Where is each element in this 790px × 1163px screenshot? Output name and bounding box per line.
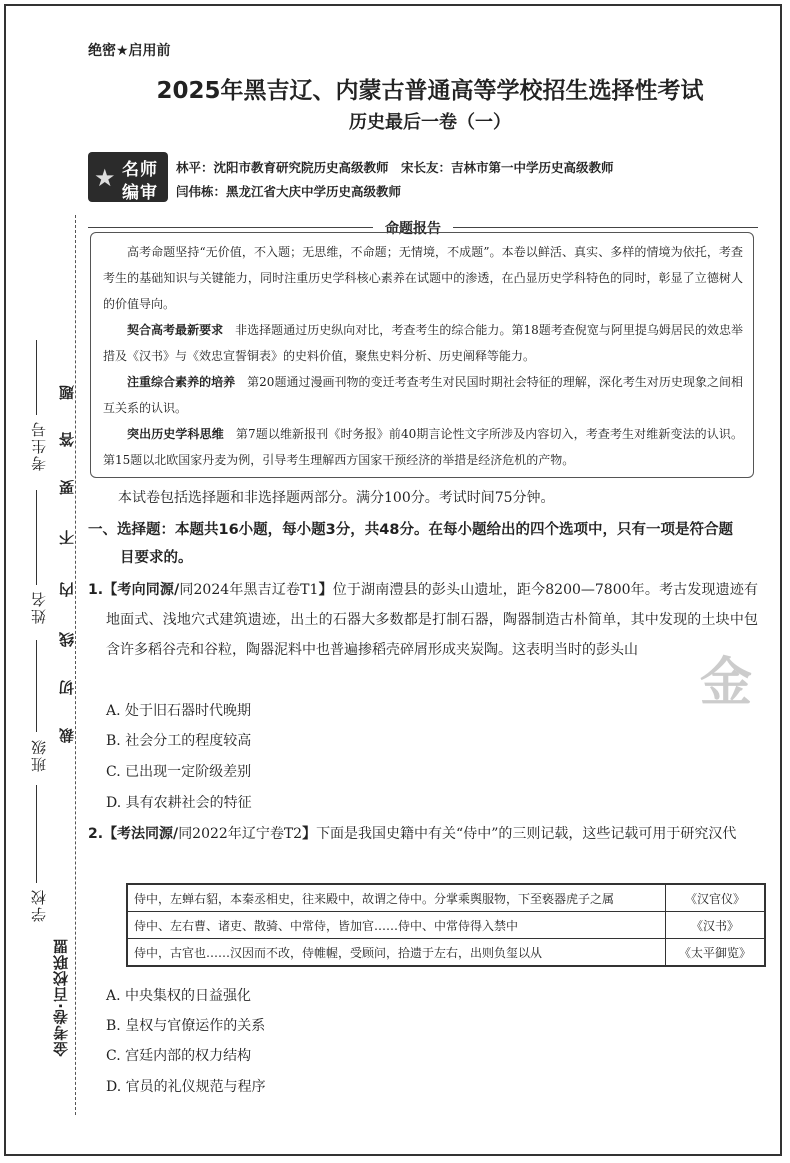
margin-warning-1: 题 (58, 385, 76, 400)
table-row (127, 884, 765, 912)
record-source-3: 《太平御览》 (666, 939, 766, 967)
report-paragraph-1: 高考命题坚持“无价值，不入题；无思维，不命题；无情境，不成题”。本卷以鲜活、真实、多样的情境为依托，考查考生的基础知识与关键能力，同时注重历史学科核心素养在试题中的渗透，在凸显历史学科特色的同时，彰显了立德树人的价值导向。 (103, 245, 743, 311)
exam-number-line (36, 340, 37, 415)
question-1-stem (88, 575, 758, 665)
report-text-2: 非选择题通过历史纵向对比，考查考生的综合能力。第18题考查倪宽与阿里提乌姆居民的效忠举措及《汉书》与《效忠宣誓铜表》的史料价值，聚焦史料分析、历史阐释等能力。 (103, 323, 743, 363)
question-1-number: 1. (88, 582, 104, 598)
editors-line-1: 林平：沈阳市教育研究院历史高级教师 宋长友：吉林市第一中学历史高级教师 (176, 160, 614, 175)
question-1-option-b[interactable]: B. 社会分工的程度较高 (106, 733, 252, 749)
badge-line-1: 名师 (122, 160, 158, 180)
question-2-text: 下面是我国史籍中有关“侍中”的三则记载，这些记载可用于研究汉代 (316, 826, 737, 842)
teacher-icon: ★ (94, 164, 116, 192)
margin-warning-5: 内 (58, 582, 76, 597)
question-2-tag: 【考法同源/ (103, 826, 179, 842)
badge-line-2: 编审 (122, 183, 158, 203)
report-paragraph-4 (103, 421, 743, 473)
report-paragraph-2 (103, 317, 743, 369)
cut-line (75, 215, 76, 1115)
report-paragraph-3 (103, 369, 743, 421)
table-row (127, 912, 765, 939)
page-subtitle: 历史最后一卷（一） (349, 112, 511, 133)
question-1-tag: 【考向同源/ (103, 582, 180, 598)
margin-warning-3: 要 (58, 480, 76, 495)
question-2-option-c[interactable]: C. 宫廷内部的权力结构 (106, 1048, 252, 1064)
report-title: 命题报告 (373, 218, 453, 238)
record-source-1: 《汉官仪》 (666, 884, 766, 912)
question-1-tag-source: 同2024年黑吉辽卷T1 (179, 582, 319, 598)
report-heading-3: 注重综合素养的培养 (127, 375, 236, 389)
report-box (90, 232, 754, 478)
table-row (127, 939, 765, 967)
brand-label: 金考卷·百校联盟 (52, 938, 70, 1057)
margin-warning-6: 线 (58, 632, 76, 647)
question-2-option-b[interactable]: B. 皇权与官僚运作的关系 (106, 1018, 266, 1034)
question-2-number: 2. (88, 826, 104, 842)
page-title: 2025年黑吉辽、内蒙古普通高等学校招生选择性考试 (156, 78, 704, 104)
exam-intro: 本试卷包括选择题和非选择题两部分。满分100分。考试时间75分钟。 (118, 490, 555, 506)
margin-warning-2: 答 (58, 432, 76, 447)
margin-warning-8: 裁 (58, 728, 76, 743)
record-text-3: 侍中，古官也……汉因而不改，侍帷幄，受顾问，拾遗于左右，出则负玺以从 (127, 939, 666, 967)
margin-warning-4: 不 (58, 530, 76, 545)
question-1-option-c[interactable]: C. 已出现一定阶级差别 (106, 764, 252, 780)
class-line (36, 640, 37, 732)
report-text-4: 第7题以维新报刊《时务报》前40期言论性文字所涉及内容切入，考查考生对维新变法的认识。第15题以北欧国家丹麦为例，引导考生理解西方国家干预经济的举措是经济危机的产物。 (103, 427, 743, 467)
name-label: 姓名 (30, 590, 48, 624)
class-label: 班级 (30, 738, 48, 772)
section-1-line-2: 目要求的。 (120, 550, 193, 566)
question-1-option-d[interactable]: D. 具有农耕社会的特征 (106, 795, 252, 811)
question-1-tag-end: 】 (318, 582, 333, 598)
question-2 (88, 819, 758, 849)
margin-warning-7: 切 (58, 680, 76, 695)
school-label: 学校 (30, 888, 48, 922)
section-1-heading (88, 516, 758, 572)
name-line (36, 490, 37, 585)
record-source-2: 《汉书》 (666, 912, 766, 939)
question-1 (88, 575, 758, 665)
report-text-3: 第20题通过漫画刊物的变迁考查考生对民国时期社会特征的理解，深化考生对历史现象之间相互关系的认识。 (103, 375, 743, 415)
question-2-stem (88, 819, 758, 849)
watermark-logo: 金 (700, 653, 753, 713)
editors-line-2: 闫伟栋：黑龙江省大庆中学历史高级教师 (176, 184, 402, 199)
school-line (36, 785, 37, 883)
records-table (126, 883, 766, 967)
question-2-option-d[interactable]: D. 官员的礼仪规范与程序 (106, 1079, 266, 1095)
question-1-option-a[interactable]: A. 处于旧石器时代晚期 (106, 703, 252, 719)
section-1-line-1: 一、选择题：本题共16小题，每小题3分，共48分。在每小题给出的四个选项中，只有一项是符合题 (88, 522, 733, 538)
record-text-1: 侍中，左蝉右貂，本秦丞相史，往来殿中，故谓之侍中。分掌乘舆服物，下至亵器虎子之属 (127, 884, 666, 912)
secret-label: 绝密★启用前 (88, 43, 171, 59)
record-text-2: 侍中、左右曹、诸吏、散骑、中常侍，皆加官……侍中、中常侍得入禁中 (127, 912, 666, 939)
question-2-tag-end: 】 (302, 826, 317, 842)
report-heading-2: 契合高考最新要求 (127, 323, 224, 337)
exam-number-label: 考生号 (30, 420, 48, 471)
editor-badge (88, 152, 168, 202)
report-heading-4: 突出历史学科思维 (127, 427, 224, 441)
question-2-option-a[interactable]: A. 中央集权的日益强化 (106, 988, 252, 1004)
report-header (88, 216, 758, 237)
question-2-tag-source: 同2022年辽宁卷T2 (178, 826, 303, 842)
question-1-text: 位于湖南澧县的彭头山遗址，距今8200—7800年。考古发现遗迹有地面式、浅地穴式建筑遗迹，出土的石器大多数都是打制石器，陶器制造古朴简单，其中发现的土块中包含许多稻谷壳和谷粒，陶器泥料中也普遍掺稻壳碎屑形成夹炭陶。这表明当时的彭头山 (106, 582, 759, 658)
